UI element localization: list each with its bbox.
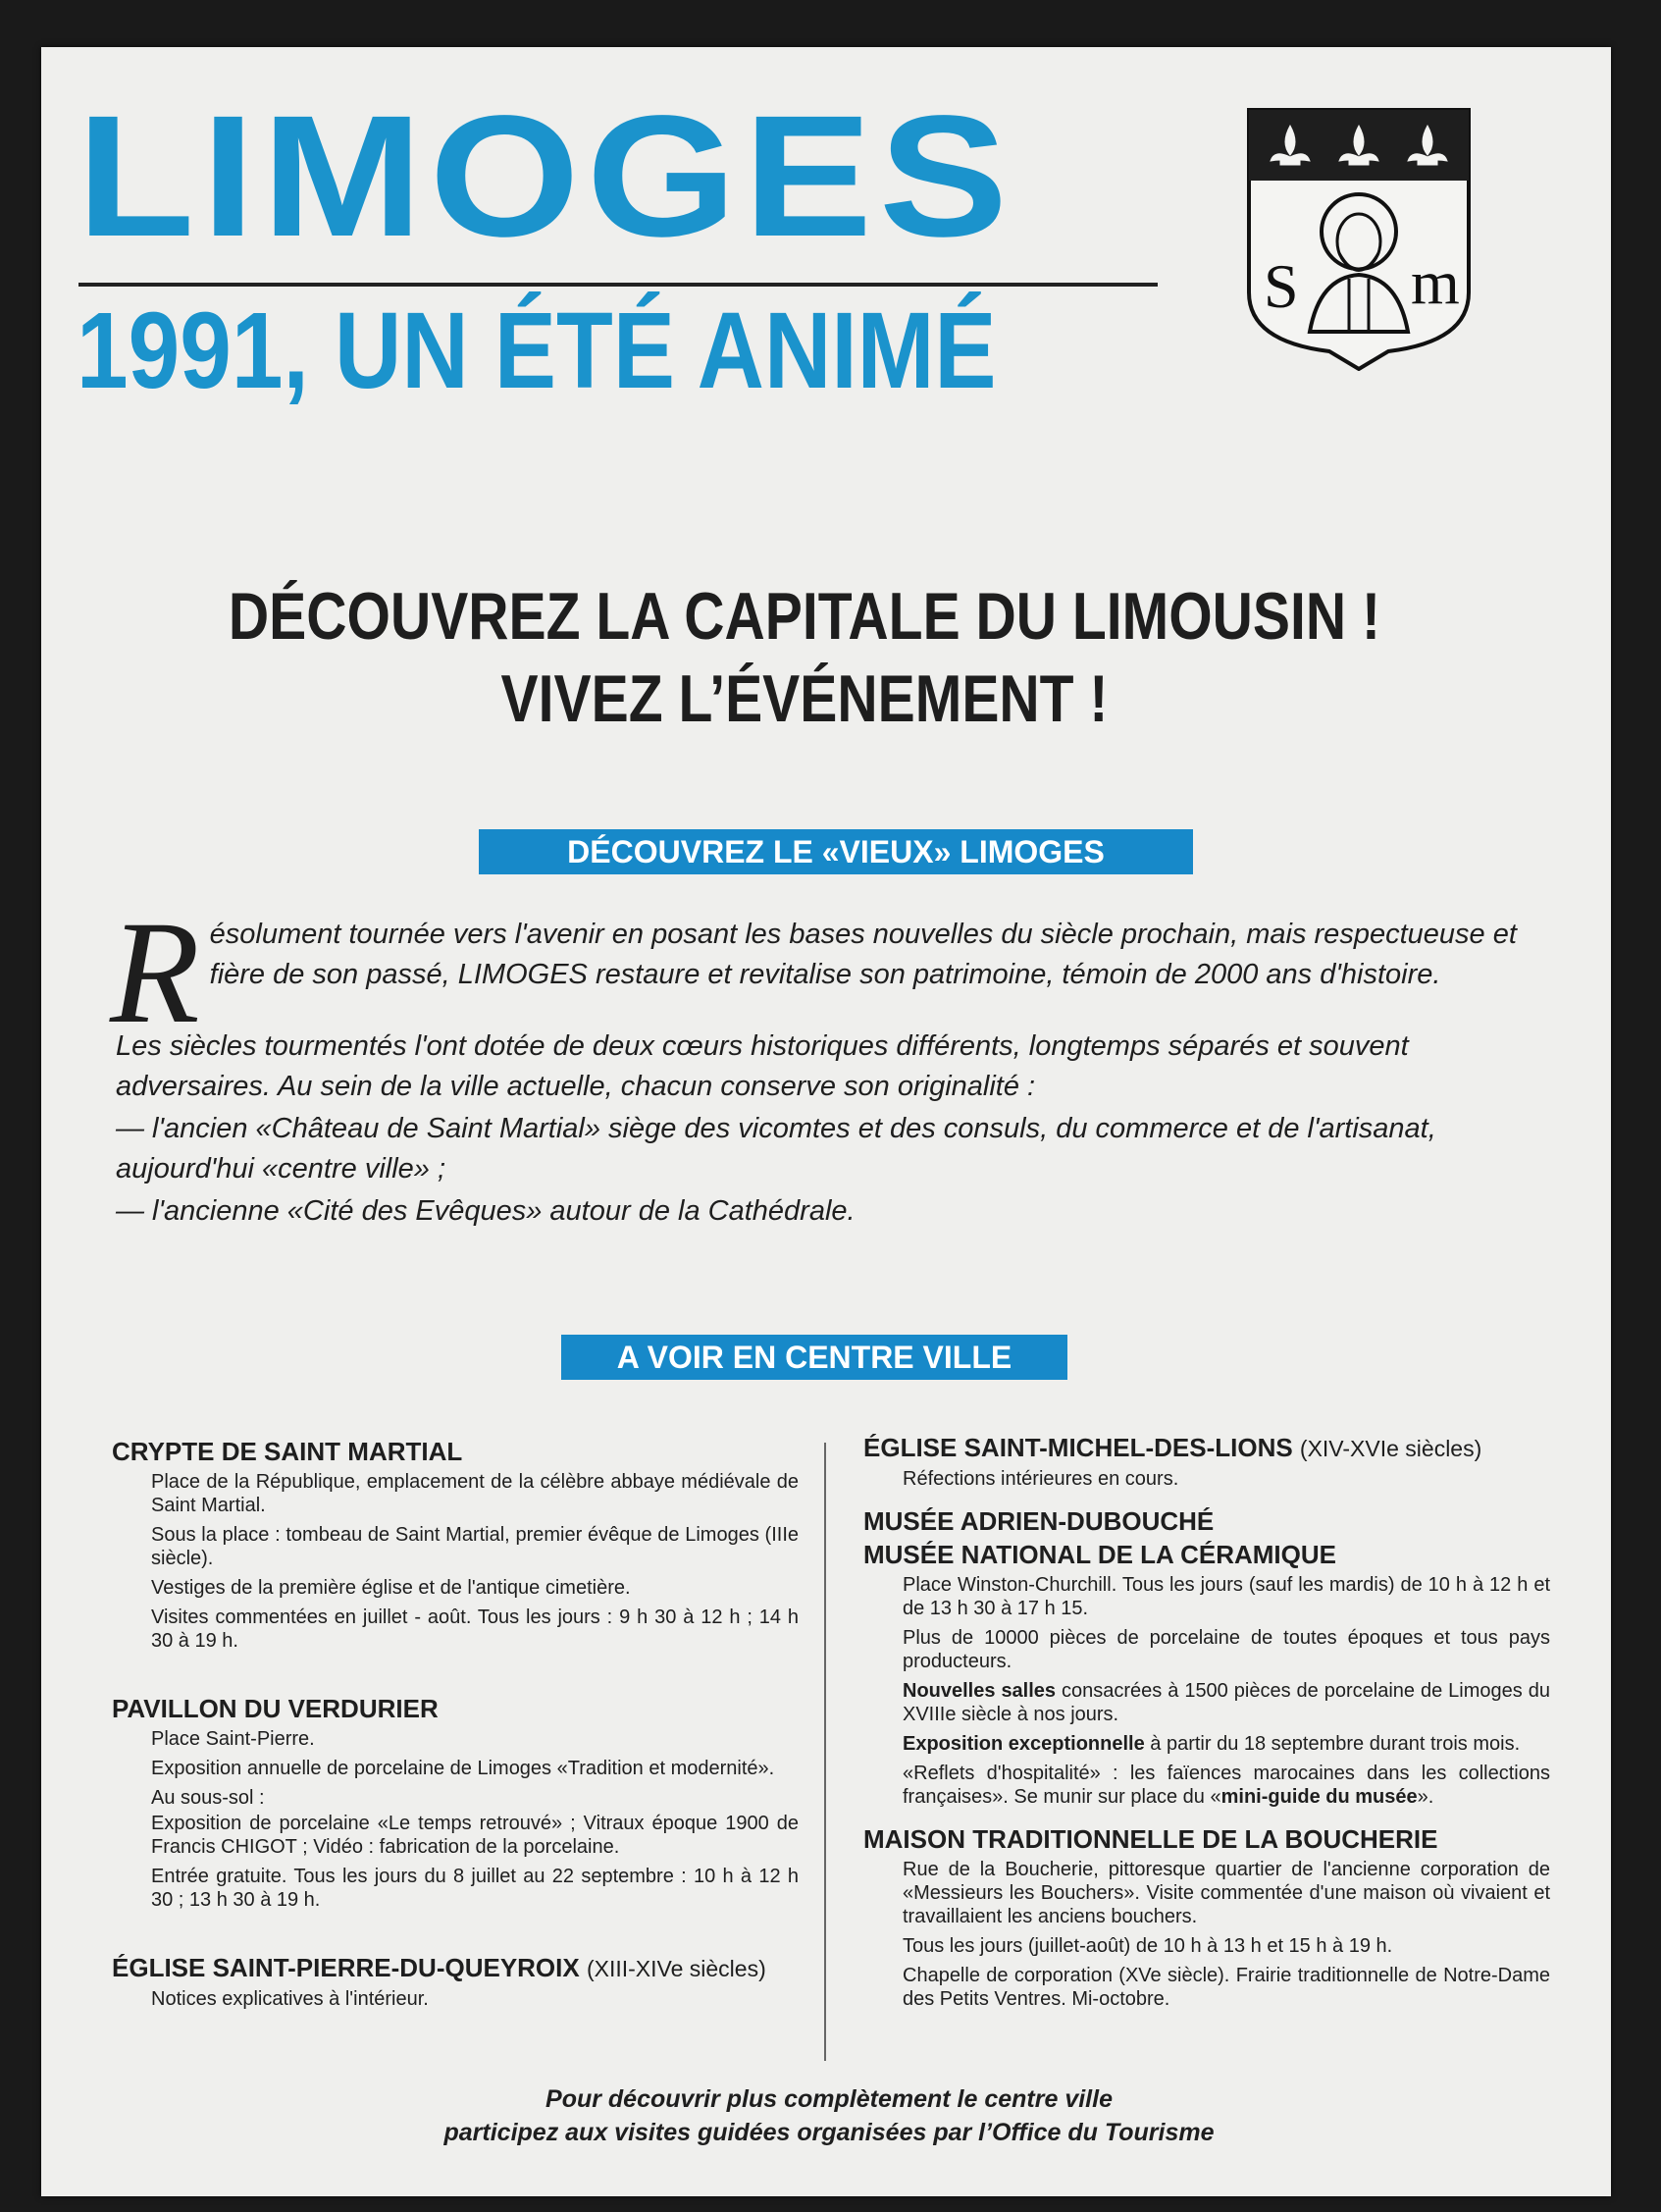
place-title-sub: (XIII-XIVe siècles): [586, 1956, 766, 1981]
section-banner-centre-ville: A VOIR EN CENTRE VILLE: [561, 1335, 1067, 1380]
place-line: Tous les jours (juillet-août) de 10 h à 13 h et 15 h à 19 h.: [903, 1935, 1393, 1957]
crest-letter-m: m: [1411, 247, 1460, 317]
musee-adrien-dubouche: [863, 1504, 1550, 1809]
place-line: Notices explicatives à l'intérieur.: [151, 1988, 429, 2010]
place-line: Entrée gratuite. Tous les jours du 8 juillet au 22 septembre : 10 h à 12 h 30 ; 13 h 30 à 19 h.: [151, 1866, 799, 1911]
place-line: [903, 1762, 1550, 1809]
place-line: Place Winston-Churchill. Tous les jours (sauf les mardis) de 10 h à 12 h et de 13 h 30 à 17 h 15.: [903, 1574, 1550, 1619]
column-divider: [824, 1443, 826, 2061]
eglise-saint-michel: [863, 1431, 1550, 1491]
bold-text: Nouvelles salles: [903, 1680, 1057, 1702]
place-title-2: MUSÉE NATIONAL DE LA CÉRAMIQUE: [863, 1540, 1336, 1569]
intro-item-2: — l'ancienne «Cité des Evêques» autour de la Cathédrale.: [116, 1195, 856, 1227]
crypte-saint-martial: [112, 1435, 799, 1653]
place-line: Visites commentées en juillet - août. Tous les jours : 9 h 30 à 12 h ; 14 h 30 à 19 h.: [151, 1606, 799, 1652]
place-title: [863, 1431, 1550, 1465]
place-line: Place Saint-Pierre.: [151, 1728, 315, 1750]
intro-item-1: — l'ancien «Château de Saint Martial» siège des vicomtes et des consuls, du commerce et de l'artisanat, aujourd'hui «centre ville» ;: [116, 1113, 1436, 1185]
place-line: Sous la place : tombeau de Saint Martial, premier évêque de Limoges (IIIe siècle).: [151, 1524, 799, 1569]
place-title: MUSÉE ADRIEN-DUBOUCHÉ: [863, 1506, 1215, 1536]
right-column: [863, 1431, 1550, 2038]
section-banner-vieux-limoges: DÉCOUVREZ LE «VIEUX» LIMOGES: [479, 829, 1193, 874]
crest-letter-s: S: [1264, 251, 1299, 321]
footer-line-1: Pour découvrir plus complètement le centre ville: [545, 2085, 1113, 2113]
headline-line-2: VIVEZ L’ÉVÉNEMENT !: [500, 661, 1109, 736]
maison-boucherie: [863, 1822, 1550, 2011]
eglise-saint-pierre: [112, 1951, 799, 2011]
headline-line-1: DÉCOUVREZ LA CAPITALE DU LIMOUSIN !: [228, 579, 1381, 654]
footer-line-2: participez aux visites guidées organisées par l’Office du Tourisme: [443, 2119, 1215, 2146]
place-line: Exposition de porcelaine «Le temps retrouvé» ; Vitraux époque 1900 de Francis CHIGOT ; Vidéo : fabrication de la porcelaine.: [151, 1813, 799, 1858]
text: «Reflets d'hospitalité» : les faïences marocaines dans les collections françaises». Se munir sur place du «: [903, 1763, 1550, 1808]
place-title: PAVILLON DU VERDURIER: [112, 1694, 439, 1723]
text: à partir du 18 septembre durant trois mois.: [1144, 1733, 1521, 1755]
place-line: Exposition annuelle de porcelaine de Limoges «Tradition et modernité».: [151, 1758, 775, 1779]
place-line: Vestiges de la première église et de l'antique cimetière.: [151, 1577, 631, 1599]
bold-text: mini-guide du musée: [1220, 1786, 1418, 1808]
place-title-text: ÉGLISE SAINT-PIERRE-DU-QUEYROIX: [112, 1953, 580, 1982]
poster-title: LIMOGES: [77, 80, 1015, 273]
place-title: [112, 1951, 799, 1985]
footer-note: [294, 2082, 1364, 2149]
title-rule: [78, 283, 1158, 287]
left-column: [112, 1435, 799, 2038]
dropcap: R: [110, 891, 200, 1054]
place-title: CRYPTE DE SAINT MARTIAL: [112, 1437, 463, 1466]
place-line: Rue de la Boucherie, pittoresque quartier de l'ancienne corporation de «Messieurs les Bouchers». Visite commentée d'une maison où vivaient et travaillaient les anciens bouchers.: [903, 1859, 1550, 1927]
poster-subtitle: 1991, UN ÉTÉ ANIMÉ: [77, 290, 997, 411]
intro-para-1: ésolument tournée vers l'avenir en posant les bases nouvelles du siècle prochain, mais respectueuse et fière de son passé, LIMOGES restaure et revitalise son patrimoine, témoin de 2000 ans d'histoire.: [209, 919, 1517, 990]
place-title: MAISON TRADITIONNELLE DE LA BOUCHERIE: [863, 1824, 1438, 1854]
place-line: [903, 1732, 1550, 1756]
place-line: Chapelle de corporation (XVe siècle). Frairie traditionnelle de Notre-Dame des Petits Ventres. Mi-octobre.: [903, 1965, 1550, 2010]
intro-text: [110, 891, 1558, 1234]
place-title-sub: (XIV-XVIe siècles): [1299, 1436, 1482, 1461]
text: consacrées à 1500 pièces de porcelaine de Limoges du XVIIIe siècle à nos jours.: [903, 1680, 1550, 1725]
bold-text: Exposition exceptionnelle: [903, 1733, 1145, 1755]
place-line: Plus de 10000 pièces de porcelaine de toutes époques et tous pays producteurs.: [903, 1627, 1550, 1672]
place-line: Place de la République, emplacement de la célèbre abbaye médiévale de Saint Martial.: [151, 1471, 799, 1516]
place-line: [903, 1679, 1550, 1726]
coat-of-arms-icon: [1241, 106, 1477, 371]
intro-para-2: Les siècles tourmentés l'ont dotée de deux cœurs historiques différents, longtemps séparés et souvent adversaires. Au sein de la ville actuelle, chacun conserve son originalité :: [116, 1030, 1409, 1102]
place-line: Réfections intérieures en cours.: [903, 1468, 1179, 1490]
place-title-text: ÉGLISE SAINT-MICHEL-DES-LIONS: [863, 1433, 1293, 1462]
text: ».: [1417, 1786, 1434, 1808]
pavillon-du-verdurier: [112, 1692, 799, 1912]
place-line: Au sous-sol :: [151, 1787, 265, 1809]
